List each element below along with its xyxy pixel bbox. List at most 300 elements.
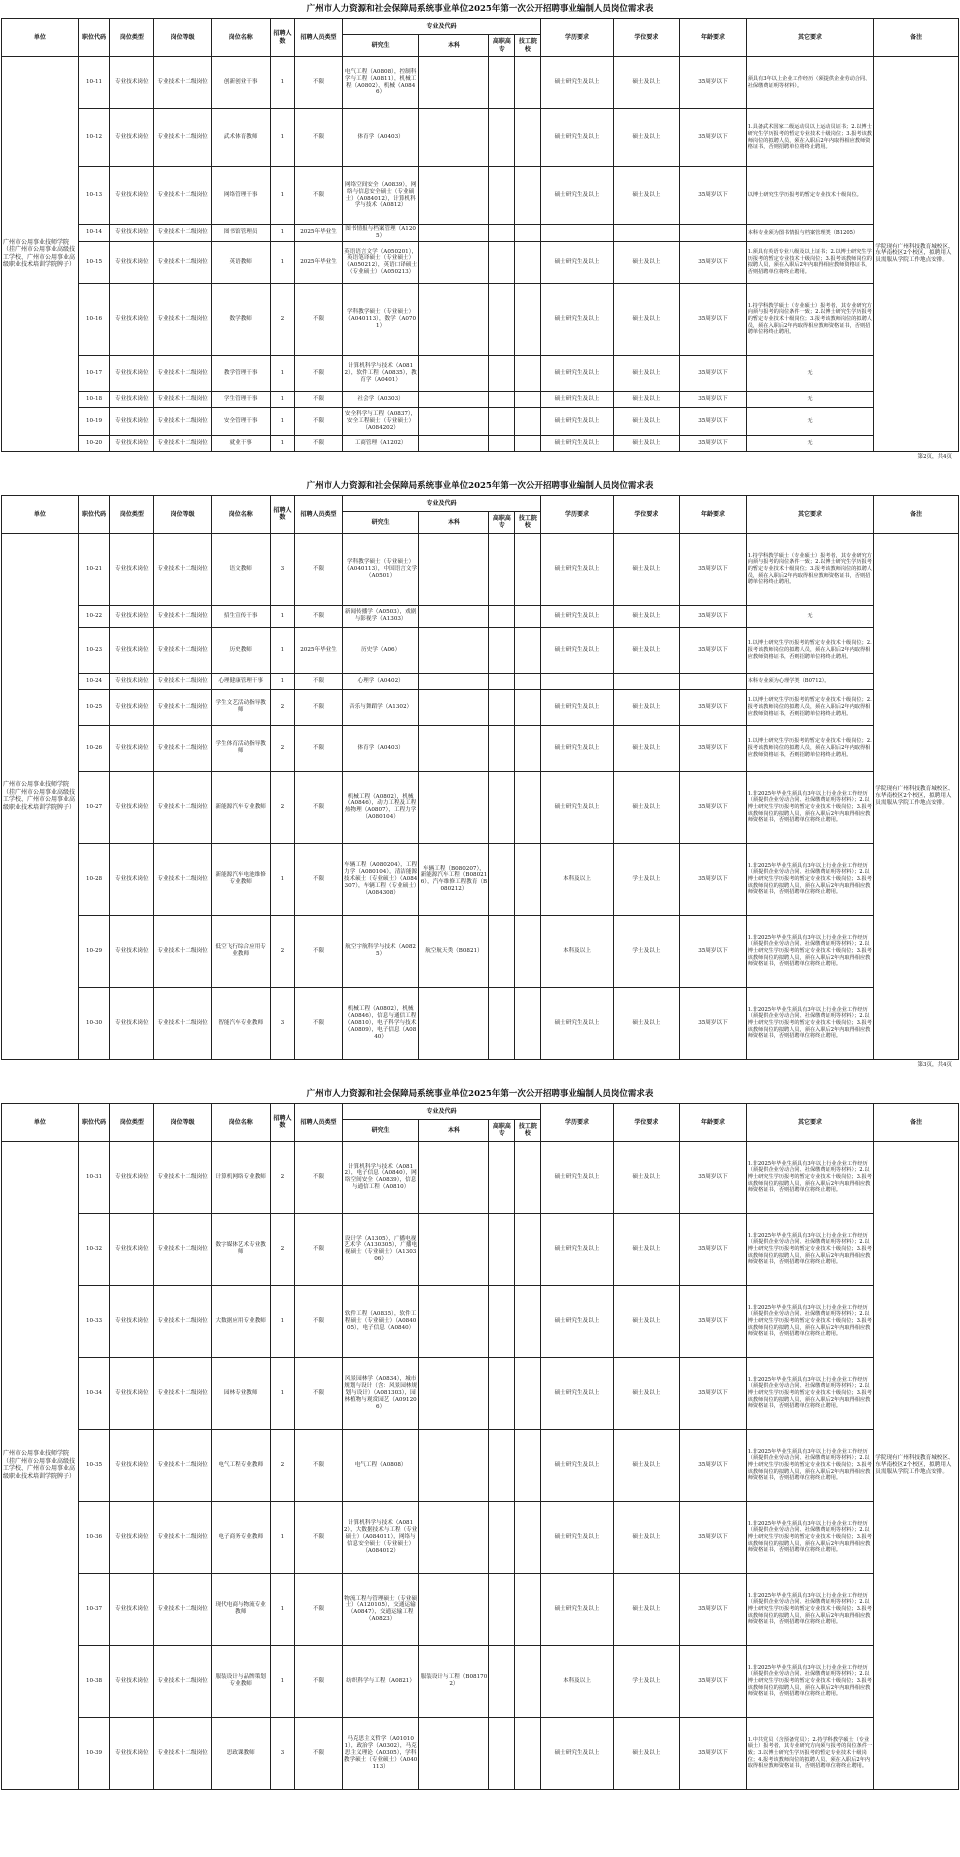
header-post_type: 岗位类型 (110, 1103, 154, 1141)
recruit-type: 不限 (295, 1501, 342, 1573)
recruit-type: 不限 (295, 283, 342, 355)
header-undergrad: 本科 (419, 35, 489, 57)
education-req: 硕士研究生及以上 (541, 241, 613, 283)
tech-school-major (515, 627, 541, 673)
hire-count: 1 (270, 355, 295, 391)
post-type: 专业技术岗位 (110, 1213, 154, 1285)
recruit-type: 不限 (295, 987, 342, 1059)
post-level: 专业技术十二级岗位 (154, 355, 212, 391)
tech-school-major (515, 391, 541, 407)
header-unit: 单位 (2, 1103, 79, 1141)
age-req: 35周岁以下 (680, 1429, 747, 1501)
other-req: 无 (746, 435, 874, 451)
hire-count: 1 (270, 1501, 295, 1573)
tech-school-major (515, 1429, 541, 1501)
post-name: 电子商务专业教师 (211, 1501, 270, 1573)
header-age: 年龄要求 (680, 19, 747, 57)
position-code: 10-37 (78, 1573, 110, 1645)
grad-major: 设计学（A1305），广播电视艺术学（A130305），广播电视硕士（专业硕士）（A130306） (342, 1213, 419, 1285)
post-type: 专业技术岗位 (110, 1717, 154, 1789)
degree-req: 硕士及以上 (613, 1429, 680, 1501)
degree-req: 硕士及以上 (613, 57, 680, 109)
hire-count: 1 (270, 167, 295, 225)
tech-school-major (515, 915, 541, 987)
age-req: 35周岁以下 (680, 915, 747, 987)
post-level: 专业技术十二级岗位 (154, 605, 212, 627)
other-req: 1.非2025年毕业生须具有3年以上行业企业工作经历（须提供企业劳动合同、社保缴费证明等材料）；2.以博士研究生学历报考的暂定专业技术十级岗位；3.报考该教师岗位的拟聘人员，须在入职后2年内取得相应教师资格证书，否则招聘单位将终止聘用。 (746, 843, 874, 915)
post-type: 专业技术岗位 (110, 435, 154, 451)
recruit-type: 2025年毕业生 (295, 241, 342, 283)
degree-req: 硕士及以上 (613, 605, 680, 627)
degree-req: 硕士及以上 (613, 109, 680, 167)
undergrad-major (419, 1573, 489, 1645)
page-number: 第2页，共4页 (917, 453, 952, 460)
recruit-type: 不限 (295, 673, 342, 689)
hire-count: 1 (270, 627, 295, 673)
post-level: 专业技术十二级岗位 (154, 533, 212, 605)
tech-school-major (515, 1285, 541, 1357)
position-code: 10-29 (78, 915, 110, 987)
hire-count: 2 (270, 283, 295, 355)
hire-count: 1 (270, 57, 295, 109)
hire-count: 2 (270, 725, 295, 771)
hire-count: 1 (270, 1573, 295, 1645)
header-post_type: 岗位类型 (110, 495, 154, 533)
remark-cell: 学院现有广州科技教育城校区、东华南校区2个校区，拟聘用人员需服从学院工作地点安排。 (874, 1141, 959, 1789)
post-type: 专业技术岗位 (110, 407, 154, 435)
other-req: 1.非2025年毕业生须具有3年以上行业企业工作经历（须提供企业劳动合同、社保缴费证明等材料）；2.以博士研究生学历报考的暂定专业技术十级岗位；3.报考该教师岗位的拟聘人员，须在入职后2年内取得相应教师资格证书，否则招聘单位将终止聘用。 (746, 915, 874, 987)
recruit-type: 不限 (295, 1645, 342, 1717)
other-req: 须具有3年以上企业工作经历（须提供企业劳动合同、社保缴费证明等材料）。 (746, 57, 874, 109)
undergrad-major (419, 407, 489, 435)
tech-school-major (515, 1645, 541, 1717)
age-req: 35周岁以下 (680, 725, 747, 771)
position-code: 10-15 (78, 241, 110, 283)
recruit-type: 不限 (295, 915, 342, 987)
post-level: 专业技术十二级岗位 (154, 1141, 212, 1213)
post-name: 武术体育教师 (211, 109, 270, 167)
tech-school-major (515, 843, 541, 915)
vocational-major (489, 355, 515, 391)
vocational-major (489, 391, 515, 407)
post-level: 专业技术十二级岗位 (154, 167, 212, 225)
grad-major: 纺织科学与工程（A0821） (342, 1645, 419, 1717)
table-row (2, 391, 959, 407)
degree-req: 学士及以上 (613, 1645, 680, 1717)
recruit-type: 不限 (295, 605, 342, 627)
vocational-major (489, 533, 515, 605)
age-req: 35周岁以下 (680, 1645, 747, 1717)
post-type: 专业技术岗位 (110, 673, 154, 689)
grad-major: 英语语言文学（A050201），英语笔译硕士（专业硕士）（A050212），英语口译硕士（专业硕士）（A050213） (342, 241, 419, 283)
vocational-major (489, 1573, 515, 1645)
position-code: 10-36 (78, 1501, 110, 1573)
header-major: 专业及代码 (342, 495, 541, 511)
age-req: 35周岁以下 (680, 57, 747, 109)
undergrad-major (419, 627, 489, 673)
other-req: 无 (746, 407, 874, 435)
header-degree: 学位要求 (613, 19, 680, 57)
table-row (2, 435, 959, 451)
recruit-type: 2025年毕业生 (295, 627, 342, 673)
post-level: 专业技术十二级岗位 (154, 689, 212, 725)
position-code: 10-26 (78, 725, 110, 771)
post-name: 就业干事 (211, 435, 270, 451)
table-page (0, 1085, 960, 1790)
age-req (680, 673, 747, 689)
position-code: 10-12 (78, 109, 110, 167)
post-level: 专业技术十二级岗位 (154, 673, 212, 689)
post-type: 专业技术岗位 (110, 1501, 154, 1573)
position-code: 10-14 (78, 225, 110, 242)
hire-count: 1 (270, 391, 295, 407)
age-req: 35周岁以下 (680, 689, 747, 725)
age-req: 35周岁以下 (680, 391, 747, 407)
education-req: 硕士研究生及以上 (541, 1501, 613, 1573)
hire-count: 1 (270, 225, 295, 242)
unit-cell: 广州市公用事业技师学院（挂广州市公用事业高级技工学校、广州市公用事业高级职业技术培训学院牌子） (2, 533, 79, 1059)
header-post_level: 岗位等级 (154, 495, 212, 533)
post-level: 专业技术十二级岗位 (154, 1573, 212, 1645)
table-row (2, 533, 959, 605)
page-number: 第3页，共4页 (917, 1061, 952, 1068)
post-name: 低空飞行综合应用专业教师 (211, 915, 270, 987)
post-type: 专业技术岗位 (110, 725, 154, 771)
education-req: 硕士研究生及以上 (541, 167, 613, 225)
table-row (2, 241, 959, 283)
education-req: 硕士研究生及以上 (541, 109, 613, 167)
hire-count: 1 (270, 673, 295, 689)
post-level: 专业技术十二级岗位 (154, 915, 212, 987)
header-count: 招聘人数 (270, 19, 295, 57)
age-req: 35周岁以下 (680, 1573, 747, 1645)
header-degree: 学位要求 (613, 1103, 680, 1141)
tech-school-major (515, 987, 541, 1059)
table-row (2, 843, 959, 915)
degree-req: 硕士及以上 (613, 771, 680, 843)
header-row-1 (2, 1103, 959, 1119)
vocational-major (489, 109, 515, 167)
undergrad-major (419, 435, 489, 451)
table-row (2, 1573, 959, 1645)
grad-major: 安全科学与工程（A0837），安全工程硕士（专业硕士）（A084202） (342, 407, 419, 435)
vocational-major (489, 1141, 515, 1213)
tech-school-major (515, 1717, 541, 1789)
education-req: 硕士研究生及以上 (541, 355, 613, 391)
tech-school-major (515, 1141, 541, 1213)
post-level: 专业技术十二级岗位 (154, 1717, 212, 1789)
education-req: 硕士研究生及以上 (541, 1213, 613, 1285)
hire-count: 1 (270, 407, 295, 435)
recruitment-table (1, 495, 959, 1060)
hire-count: 1 (270, 109, 295, 167)
degree-req: 硕士及以上 (613, 1357, 680, 1429)
degree-req: 硕士及以上 (613, 241, 680, 283)
undergrad-major (419, 225, 489, 242)
hire-count: 2 (270, 1429, 295, 1501)
header-post_level: 岗位等级 (154, 1103, 212, 1141)
post-level: 专业技术十二级岗位 (154, 1285, 212, 1357)
header-unit: 单位 (2, 19, 79, 57)
header-post_level: 岗位等级 (154, 19, 212, 57)
other-req: 1.非2025年毕业生须具有3年以上行业企业工作经历（须提供企业劳动合同、社保缴费证明等材料）；2.以博士研究生学历报考的暂定专业技术十级岗位；3.报考该教师岗位的拟聘人员，须在入职后2年内取得相应教师资格证书，否则招聘单位将终止聘用。 (746, 1645, 874, 1717)
position-code: 10-27 (78, 771, 110, 843)
post-name: 教学管理干事 (211, 355, 270, 391)
post-type: 专业技术岗位 (110, 627, 154, 673)
post-name: 网络管理干事 (211, 167, 270, 225)
tech-school-major (515, 355, 541, 391)
degree-req: 硕士及以上 (613, 1141, 680, 1213)
other-req: 以博士研究生学历报考的暂定专业技术十级岗位。 (746, 167, 874, 225)
post-level: 专业技术十二级岗位 (154, 391, 212, 407)
hire-count: 2 (270, 1141, 295, 1213)
header-post_name: 岗位名称 (211, 19, 270, 57)
post-name: 心理健康管理干事 (211, 673, 270, 689)
post-name: 学生体育活动指导教师 (211, 725, 270, 771)
vocational-major (489, 1501, 515, 1573)
post-type: 专业技术岗位 (110, 1573, 154, 1645)
other-req: 1.非2025年毕业生须具有3年以上行业企业工作经历（须提供企业劳动合同、社保缴费证明等材料）；2.以博士研究生学历报考的暂定专业技术十级岗位；3.报考该教师岗位的拟聘人员，须在入职后2年内取得相应教师资格证书，否则招聘单位将终止聘用。 (746, 1213, 874, 1285)
post-name: 新能源汽车专业教师 (211, 771, 270, 843)
education-req: 硕士研究生及以上 (541, 283, 613, 355)
position-code: 10-13 (78, 167, 110, 225)
header-row-1 (2, 19, 959, 35)
table-page (0, 477, 960, 1085)
position-code: 10-38 (78, 1645, 110, 1717)
post-level: 专业技术十二级岗位 (154, 407, 212, 435)
other-req: 本科专业须为图书情报与档案管理类（B1205） (746, 225, 874, 242)
post-level: 专业技术十二级岗位 (154, 283, 212, 355)
other-req: 1.非2025年毕业生须具有3年以上行业企业工作经历（须提供企业劳动合同、社保缴费证明等材料）；2.以博士研究生学历报考的暂定专业技术十级岗位；3.报考该教师岗位的拟聘人员，须在入职后2年内取得相应教师资格证书，否则招聘单位将终止聘用。 (746, 987, 874, 1059)
post-type: 专业技术岗位 (110, 283, 154, 355)
tech-school-major (515, 689, 541, 725)
tech-school-major (515, 407, 541, 435)
grad-major: 风景园林学（A0834），城市规划与设计（含：风景园林规划与设计）（A081303），园林植物与观赏园艺（A091206） (342, 1357, 419, 1429)
post-type: 专业技术岗位 (110, 1429, 154, 1501)
position-code: 10-18 (78, 391, 110, 407)
grad-major: 网络空间安全（A0839），网络与信息安全硕士（专业硕士）（A084012），计算机科学与技术（A0812） (342, 167, 419, 225)
education-req: 本科及以上 (541, 915, 613, 987)
education-req: 硕士研究生及以上 (541, 1285, 613, 1357)
grad-major: 计算机科学与技术（A0812），大数据技术与工程（专业硕士）（A084011），网络与信息安全硕士（专业硕士）（A084012） (342, 1501, 419, 1573)
other-req: 无 (746, 391, 874, 407)
tech-school-major (515, 1357, 541, 1429)
post-type: 专业技术岗位 (110, 533, 154, 605)
post-level: 专业技术十二级岗位 (154, 725, 212, 771)
remark-cell: 学院现有广州科技教育城校区、东华南校区2个校区，拟聘用人员需服从学院工作地点安排。 (874, 57, 959, 452)
recruit-type: 不限 (295, 57, 342, 109)
age-req: 35周岁以下 (680, 605, 747, 627)
other-req: 1.非2025年毕业生须具有3年以上行业企业工作经历（须提供企业劳动合同、社保缴费证明等材料）；2.以博士研究生学历报考的暂定专业技术十级岗位；3.报考该教师岗位的拟聘人员，须在入职后2年内取得相应教师资格证书，否则招聘单位将终止聘用。 (746, 771, 874, 843)
degree-req: 硕士及以上 (613, 355, 680, 391)
grad-major: 音乐与舞蹈学（A1302） (342, 689, 419, 725)
undergrad-major (419, 605, 489, 627)
degree-req: 硕士及以上 (613, 435, 680, 451)
education-req: 硕士研究生及以上 (541, 1357, 613, 1429)
grad-major: 机械工程（A0802），机械（A0846），信息与通信工程（A0810），电子科学与技术（A0809），电子信息（A0840） (342, 987, 419, 1059)
grad-major: 学科教学硕士（专业硕士）（A040113），数学（A0701） (342, 283, 419, 355)
recruit-type: 不限 (295, 843, 342, 915)
tech-school-major (515, 533, 541, 605)
recruit-type: 不限 (295, 1357, 342, 1429)
post-type: 专业技术岗位 (110, 915, 154, 987)
vocational-major (489, 1717, 515, 1789)
header-count: 招聘人数 (270, 1103, 295, 1141)
header-count: 招聘人数 (270, 495, 295, 533)
age-req: 35周岁以下 (680, 1213, 747, 1285)
undergrad-major (419, 771, 489, 843)
degree-req: 学士及以上 (613, 915, 680, 987)
post-name: 数字媒体艺术专业教师 (211, 1213, 270, 1285)
undergrad-major: 航空航天类（B0821） (419, 915, 489, 987)
header-undergrad: 本科 (419, 511, 489, 533)
table-row (2, 355, 959, 391)
hire-count: 2 (270, 689, 295, 725)
recruit-type: 不限 (295, 689, 342, 725)
post-name: 园林专业教师 (211, 1357, 270, 1429)
other-req: 无 (746, 355, 874, 391)
degree-req: 硕士及以上 (613, 391, 680, 407)
tech-school-major (515, 109, 541, 167)
post-level: 专业技术十二级岗位 (154, 225, 212, 242)
recruit-type: 不限 (295, 1141, 342, 1213)
degree-req: 硕士及以上 (613, 1213, 680, 1285)
header-edu: 学历要求 (541, 1103, 613, 1141)
recruit-type: 不限 (295, 771, 342, 843)
tech-school-major (515, 283, 541, 355)
post-level: 专业技术十二级岗位 (154, 987, 212, 1059)
post-level: 专业技术十二级岗位 (154, 241, 212, 283)
vocational-major (489, 605, 515, 627)
hire-count: 1 (270, 435, 295, 451)
post-name: 学生管理干事 (211, 391, 270, 407)
vocational-major (489, 915, 515, 987)
hire-count: 2 (270, 1213, 295, 1285)
post-type: 专业技术岗位 (110, 605, 154, 627)
grad-major: 体育学（A0403） (342, 725, 419, 771)
table-row (2, 1501, 959, 1573)
age-req: 35周岁以下 (680, 167, 747, 225)
post-type: 专业技术岗位 (110, 1141, 154, 1213)
post-name: 现代电商与物流专业教师 (211, 1573, 270, 1645)
tech-school-major (515, 605, 541, 627)
undergrad-major (419, 689, 489, 725)
table-row (2, 1357, 959, 1429)
undergrad-major (419, 1285, 489, 1357)
education-req: 硕士研究生及以上 (541, 1429, 613, 1501)
table-row (2, 109, 959, 167)
position-code: 10-25 (78, 689, 110, 725)
age-req: 35周岁以下 (680, 843, 747, 915)
position-code: 10-19 (78, 407, 110, 435)
table-row (2, 407, 959, 435)
recruit-type: 不限 (295, 1285, 342, 1357)
post-type: 专业技术岗位 (110, 1357, 154, 1429)
header-grad: 研究生 (342, 1119, 419, 1141)
post-level: 专业技术十二级岗位 (154, 627, 212, 673)
other-req: 1.非2025年毕业生须具有3年以上行业企业工作经历（须提供企业劳动合同、社保缴费证明等材料）；2.以博士研究生学历报考的暂定专业技术十级岗位；3.报考该教师岗位的拟聘人员，须在入职后2年内取得相应教师资格证书，否则招聘单位将终止聘用。 (746, 1429, 874, 1501)
degree-req: 硕士及以上 (613, 689, 680, 725)
other-req: 1.非2025年毕业生须具有3年以上行业企业工作经历（须提供企业劳动合同、社保缴费证明等材料）；2.以博士研究生学历报考的暂定专业技术十级岗位；3.报考该教师岗位的拟聘人员，须在入职后2年内取得相应教师资格证书，否则招聘单位将终止聘用。 (746, 1141, 874, 1213)
header-higher_voc: 高职高专 (489, 35, 515, 57)
other-req: 1.持学科教学硕士（专业硕士）报考者，其专业研究方向须与报考的岗位条件一致；2.以博士研究生学历报考的暂定专业技术十级岗位；3.报考该教师岗位的拟聘人员，须在入职后2年内取得相应教师资格证书，否则招聘单位将终止聘用。 (746, 533, 874, 605)
post-name: 创新创业干事 (211, 57, 270, 109)
post-type: 专业技术岗位 (110, 987, 154, 1059)
post-level: 专业技术十二级岗位 (154, 1645, 212, 1717)
position-code: 10-20 (78, 435, 110, 451)
post-type: 专业技术岗位 (110, 241, 154, 283)
grad-major: 心理学（A0402） (342, 673, 419, 689)
header-other: 其它要求 (746, 19, 874, 57)
post-level: 专业技术十二级岗位 (154, 1357, 212, 1429)
position-code: 10-39 (78, 1717, 110, 1789)
undergrad-major (419, 167, 489, 225)
hire-count: 1 (270, 843, 295, 915)
post-name: 数学教师 (211, 283, 270, 355)
degree-req: 硕士及以上 (613, 725, 680, 771)
table-row (2, 627, 959, 673)
post-name: 新能源汽车电池维修专业教师 (211, 843, 270, 915)
grad-major: 电气工程（A0808） (342, 1429, 419, 1501)
position-code: 10-30 (78, 987, 110, 1059)
age-req: 35周岁以下 (680, 241, 747, 283)
post-type: 专业技术岗位 (110, 843, 154, 915)
hire-count: 3 (270, 1717, 295, 1789)
header-code: 职位代码 (78, 1103, 110, 1141)
vocational-major (489, 241, 515, 283)
header-remark: 备注 (874, 495, 959, 533)
other-req: 1.须具有英语专业八级及以上证书；2.以博士研究生学历报考的暂定专业技术十级岗位；3.报考该教师岗位的拟聘人员，须在入职后2年内取得相应教师资格证书，否则招聘单位将终止聘用。 (746, 241, 874, 283)
vocational-major (489, 725, 515, 771)
education-req: 硕士研究生及以上 (541, 407, 613, 435)
tech-school-major (515, 435, 541, 451)
recruit-type: 不限 (295, 407, 342, 435)
recruitment-table (1, 1103, 959, 1790)
position-code: 10-23 (78, 627, 110, 673)
table-row (2, 225, 959, 242)
header-tech_school: 技工院校 (515, 1119, 541, 1141)
post-type: 专业技术岗位 (110, 167, 154, 225)
hire-count: 1 (270, 1645, 295, 1717)
recruit-type: 不限 (295, 355, 342, 391)
education-req: 硕士研究生及以上 (541, 435, 613, 451)
grad-major: 机械工程（A0802），机械（A0846），动力工程及工程热物理（A0807），工程力学（A080104） (342, 771, 419, 843)
header-unit: 单位 (2, 495, 79, 533)
education-req: 硕士研究生及以上 (541, 725, 613, 771)
degree-req: 硕士及以上 (613, 1285, 680, 1357)
undergrad-major (419, 1429, 489, 1501)
hire-count: 2 (270, 771, 295, 843)
table-row (2, 1429, 959, 1501)
degree-req (613, 673, 680, 689)
table-row (2, 57, 959, 109)
table-row (2, 1213, 959, 1285)
post-level: 专业技术十二级岗位 (154, 1213, 212, 1285)
post-type: 专业技术岗位 (110, 1645, 154, 1717)
vocational-major (489, 1429, 515, 1501)
position-code: 10-21 (78, 533, 110, 605)
degree-req: 硕士及以上 (613, 407, 680, 435)
post-level: 专业技术十二级岗位 (154, 1429, 212, 1501)
grad-major: 体育学（A0403） (342, 109, 419, 167)
grad-major: 马克思主义哲学（A010101），政治学（A0302），马克思主义理论（A0305），学科教学硕士（专业硕士）（A040113） (342, 1717, 419, 1789)
hire-count: 1 (270, 1357, 295, 1429)
recruit-type: 不限 (295, 1429, 342, 1501)
other-req: 1.非2025年毕业生须具有3年以上行业企业工作经历（须提供企业劳动合同、社保缴费证明等材料）；2.以博士研究生学历报考的暂定专业技术十级岗位；3.报考该教师岗位的拟聘人员，须在入职后2年内取得相应教师资格证书，否则招聘单位将终止聘用。 (746, 1573, 874, 1645)
education-req: 硕士研究生及以上 (541, 57, 613, 109)
other-req: 1.非2025年毕业生须具有3年以上行业企业工作经历（须提供企业劳动合同、社保缴费证明等材料）；2.以博士研究生学历报考的暂定专业技术十级岗位；3.报考该教师岗位的拟聘人员，须在入职后2年内取得相应教师资格证书，否则招聘单位将终止聘用。 (746, 1357, 874, 1429)
undergrad-major (419, 57, 489, 109)
